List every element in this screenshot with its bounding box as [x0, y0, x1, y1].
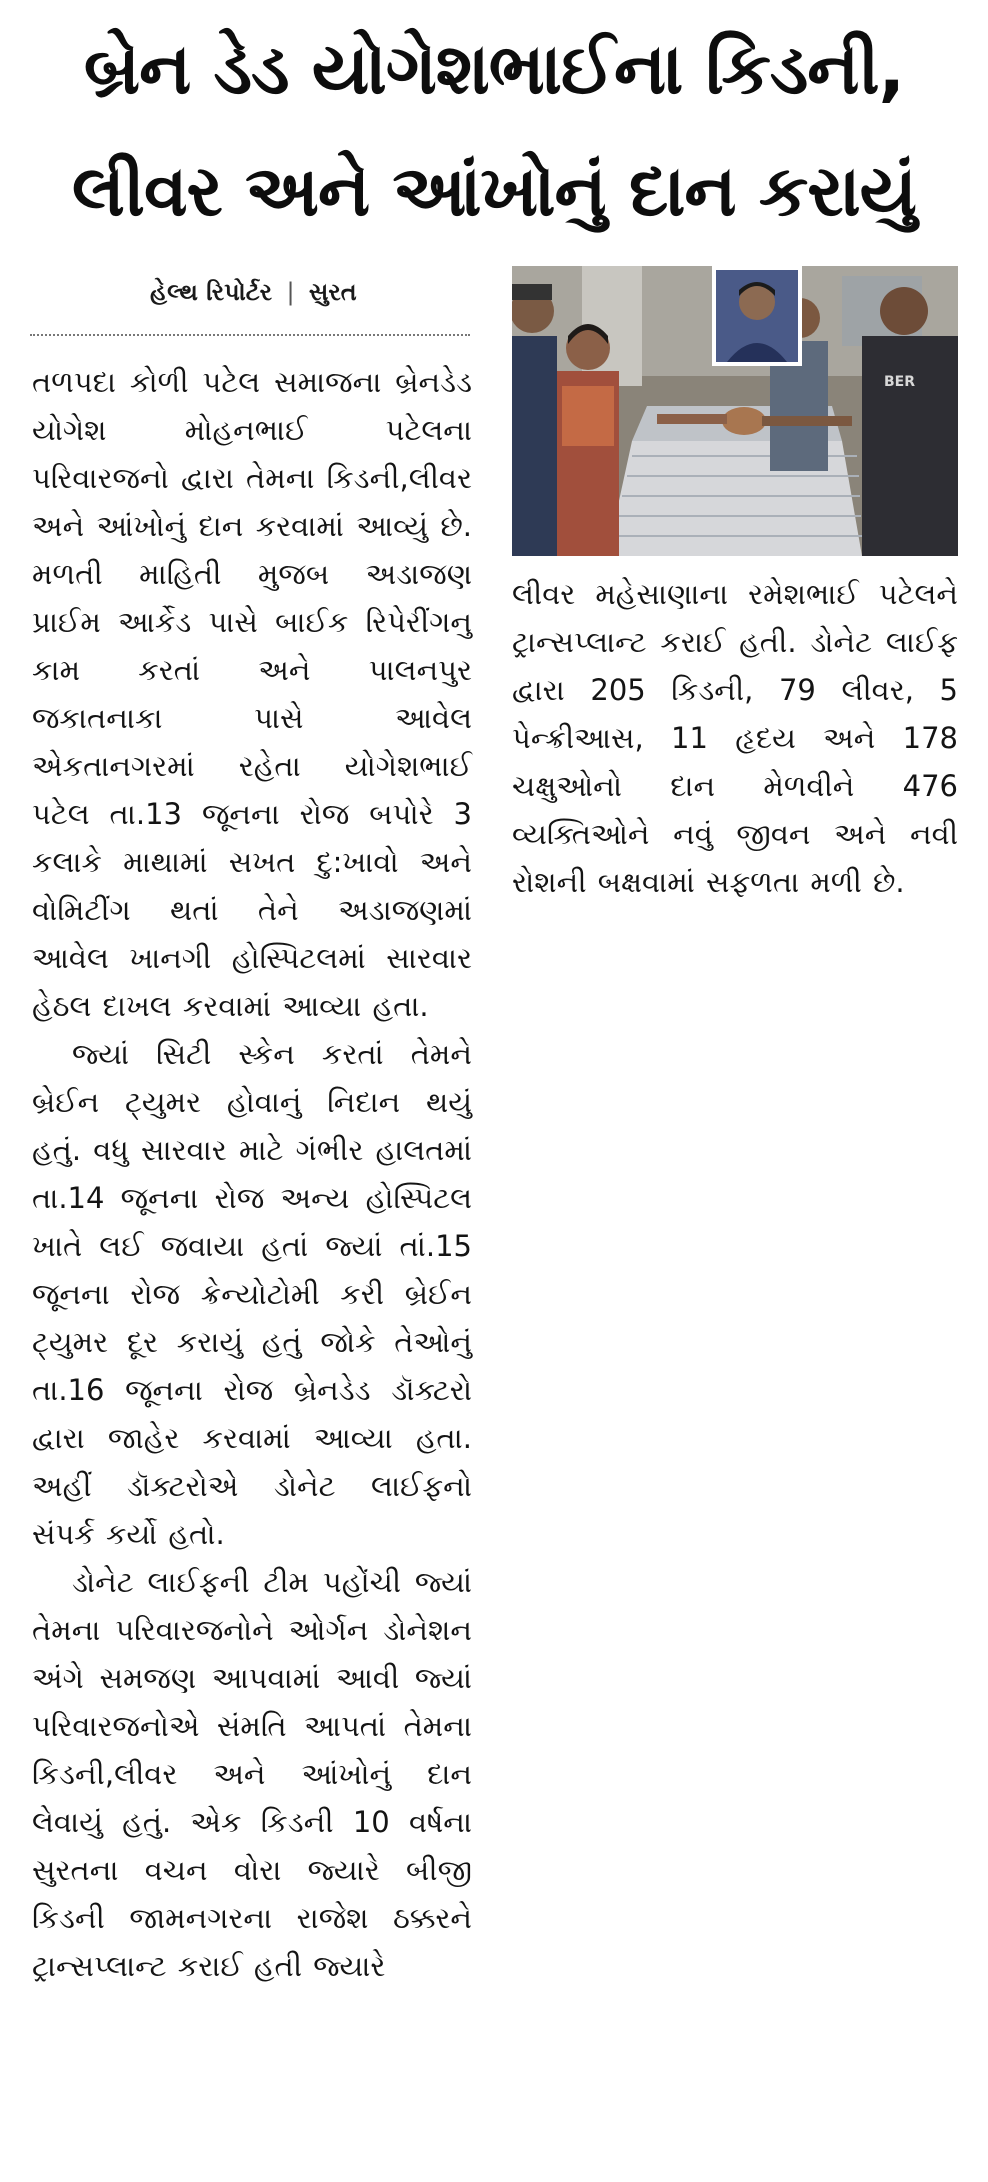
headline: [20, 8, 968, 252]
byline-divider: [30, 334, 470, 336]
headline-line-1: બ્રેન ડેડ યોગેશભાઈના કિડની,: [83, 28, 905, 110]
byline-city: સુરત: [308, 278, 357, 306]
hospital-scene-illustration: [512, 266, 958, 556]
byline: [150, 278, 357, 306]
article-paragraph-2: જ્યાં સિટી સ્કેન કરતાં તેમને બ્રેઈન ટ્યુમર હોવાનું નિદાન થયું હતું. વધુ સારવાર માટે ગંભીર હાલતમાં તા.14 જૂનના રોજ અન્ય હોસ્પિટલ ખાતે લઈ જવાયા હતાં જ્યાં તાં.15 જૂનના રોજ ક્રેન્યોટોમી કરી બ્રેઈન ટ્યુમર દૂર કરાયું હતું જોકે તેઓનું તા.16 જૂનના રોજ બ્રેનડેડ ડૉક્ટરો દ્વારા જાહેર કરવામાં આવ્યા હતા. અહીં ડૉક્ટરોએ ડોનેટ લાઈફનો સંપર્ક કર્યો હતો.: [32, 1037, 472, 1551]
article-column-right: [512, 570, 958, 906]
byline-reporter: હેલ્થ રિપોર્ટર: [150, 278, 273, 306]
headline-line-2: લીવર અને આંખોનું દાન કરાયું: [72, 150, 916, 232]
article-paragraph-3: ડોનેટ લાઈફની ટીમ પહોંચી જ્યાં તેમના પરિવારજનોને ઓર્ગન ડોનેશન અંગે સમજણ આપવામાં આવી જ્યાં પરિવારજનોએ સંમતિ આપતાં તેમના કિડની,લીવર અને આંખોનું દાન લેવાયું હતું. એક કિડની 10 વર્ષના સુરતના વચન વોરા જ્યારે બીજી કિડની જામનગરના રાજેશ ઠક્કરને ટ્રાન્સપ્લાન્ટ કરાઈ હતી જ્યારે: [32, 1565, 472, 1983]
article-paragraph-1: તળપદા કોળી પટેલ સમાજના બ્રેનડેડ યોગેશ મોહનભાઈ પટેલના પરિવારજનો દ્વારા તેમના કિડની,લીવર અને આંખોનું દાન કરવામાં આવ્યું છે. મળતી માહિતી મુજબ અડાજણ પ્રાઈમ આર્કેડ પાસે બાઈક રિપેરીંગનુ કામ કરતાં અને પાલનપુર જકાતનાકા પાસે આવેલ એકતાનગરમાં રહેતા યોગેશભાઈ પટેલ તા.13 જૂનના રોજ બપોરે 3 કલાકે માથામાં સખત દુ:ખાવો અને વોમિટીંગ થતાં તેને અડાજણમાં આવેલ ખાનગી હોસ્પિટલમાં સારવાર હેઠલ દાખલ કરવામાં આવ્યા હતા.: [32, 365, 472, 1023]
news-photo: [512, 266, 958, 556]
article-paragraph-4: લીવર મહેસાણાના રમેશભાઈ પટેલને ટ્રાન્સપ્લાન્ટ કરાઈ હતી. ડોનેટ લાઈફ દ્વારા 205 કિડની, 79 લીવર, 5 પેન્ક્રીઆસ, 11 હૃદય અને 178 ચક્ષુઓનો દાન મેળવીને 476 વ્યક્તિઓને નવું જીવન અને નવી રોશની બક્ષવામાં સફળતા મળી છે.: [512, 577, 958, 899]
article-column-left: [32, 358, 472, 1990]
byline-separator: |: [286, 278, 295, 306]
shirt-text: BER: [884, 374, 916, 390]
